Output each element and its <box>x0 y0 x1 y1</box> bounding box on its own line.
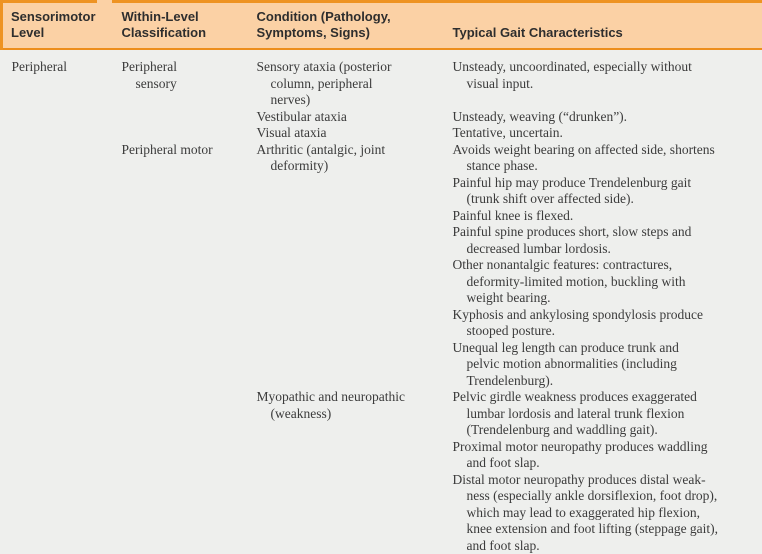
paragraph <box>122 142 245 159</box>
table-row <box>2 125 762 142</box>
header-line: Typical Gait Characteristics <box>453 25 762 41</box>
text-line: weight bearing. <box>453 290 762 307</box>
cell-gait <box>443 142 762 390</box>
text-line: ness (especially ankle dorsiflexion, foot drop), <box>453 488 762 505</box>
text-line: Trendelenburg). <box>453 373 762 390</box>
top-rule-gap <box>97 0 112 3</box>
text-line: Kyphosis and ankylosing spondylosis produce <box>453 307 762 324</box>
paragraph <box>453 59 762 92</box>
paragraph <box>453 472 762 554</box>
header-line: Symptoms, Signs) <box>257 25 441 41</box>
cell-gait <box>443 109 762 126</box>
text-line: Sensory ataxia (posterior <box>257 59 441 76</box>
cell-level <box>2 125 112 142</box>
text-line: Distal motor neuropathy produces distal weak- <box>453 472 762 489</box>
table-row <box>2 109 762 126</box>
text-line: pelvic motion abnormalities (including <box>453 356 762 373</box>
cell-classification <box>112 142 247 390</box>
paragraph <box>257 125 441 142</box>
text-line: Myopathic and neuropathic <box>257 389 441 406</box>
text-line: which may lead to exaggerated hip flexion, <box>453 505 762 522</box>
text-line: Unsteady, uncoordinated, especially without <box>453 59 762 76</box>
paragraph <box>257 142 441 175</box>
paragraph <box>453 389 762 439</box>
text-line: decreased lumbar lordosis. <box>453 241 762 258</box>
paragraph <box>453 175 762 208</box>
text-line: Avoids weight bearing on affected side, shortens <box>453 142 762 159</box>
table-row <box>2 142 762 390</box>
column-header-condition <box>247 2 443 50</box>
cell-level <box>2 389 112 554</box>
cell-condition <box>247 109 443 126</box>
text-line: deformity) <box>257 158 441 175</box>
cell-level <box>2 49 112 109</box>
paragraph <box>257 109 441 126</box>
text-line: nerves) <box>257 92 441 109</box>
text-line: Unsteady, weaving (“drunken”). <box>453 109 762 126</box>
text-line: (Trendelenburg and waddling gait). <box>453 422 762 439</box>
text-line: Vestibular ataxia <box>257 109 441 126</box>
text-line: stooped posture. <box>453 323 762 340</box>
text-line: visual input. <box>453 76 762 93</box>
header-row <box>2 2 762 50</box>
cell-classification <box>112 389 247 554</box>
column-header-level <box>2 2 112 50</box>
text-line: Other nonantalgic features: contractures, <box>453 257 762 274</box>
text-line: column, peripheral <box>257 76 441 93</box>
text-line: Painful knee is flexed. <box>453 208 762 225</box>
cell-level <box>2 142 112 390</box>
cell-classification <box>112 109 247 126</box>
paragraph <box>257 59 441 109</box>
text-line: Proximal motor neuropathy produces waddling <box>453 439 762 456</box>
text-line: and foot slap. <box>453 538 762 554</box>
cell-classification <box>112 49 247 109</box>
text-line: (trunk shift over affected side). <box>453 191 762 208</box>
table-row <box>2 49 762 109</box>
table-row <box>2 389 762 554</box>
text-line: Peripheral motor <box>122 142 245 159</box>
cell-level <box>2 109 112 126</box>
text-line: Arthritic (antalgic, joint <box>257 142 441 159</box>
paragraph <box>453 208 762 225</box>
paragraph <box>453 340 762 390</box>
header-line: Condition (Pathology, <box>257 9 441 25</box>
text-line: Unequal leg length can produce trunk and <box>453 340 762 357</box>
text-line: deformity-limited motion, buckling with <box>453 274 762 291</box>
paragraph <box>453 439 762 472</box>
cell-condition <box>247 142 443 390</box>
paragraph <box>453 142 762 175</box>
paragraph <box>257 389 441 422</box>
text-line: stance phase. <box>453 158 762 175</box>
text-line: Peripheral <box>12 59 110 76</box>
text-line: (weakness) <box>257 406 441 423</box>
text-line: Painful spine produces short, slow steps and <box>453 224 762 241</box>
text-line: and foot slap. <box>453 455 762 472</box>
column-header-gait <box>443 2 762 50</box>
header-line: Classification <box>122 25 245 41</box>
paragraph <box>122 59 245 92</box>
cell-classification <box>112 125 247 142</box>
text-line: Tentative, uncertain. <box>453 125 762 142</box>
paragraph <box>453 109 762 126</box>
cell-gait <box>443 125 762 142</box>
text-line: Painful hip may produce Trendelenburg gait <box>453 175 762 192</box>
cell-condition <box>247 49 443 109</box>
header-line: Within-Level <box>122 9 245 25</box>
text-line: sensory <box>122 76 245 93</box>
table-body <box>2 49 762 554</box>
text-line: lumbar lordosis and lateral trunk flexion <box>453 406 762 423</box>
paragraph <box>453 125 762 142</box>
paragraph <box>453 224 762 257</box>
text-line: knee extension and foot lifting (steppage gait), <box>453 521 762 538</box>
cell-condition <box>247 125 443 142</box>
paragraph <box>453 257 762 307</box>
paragraph <box>453 307 762 340</box>
paragraph <box>12 59 110 76</box>
text-line: Visual ataxia <box>257 125 441 142</box>
text-line: Pelvic girdle weakness produces exaggerated <box>453 389 762 406</box>
text-line: Peripheral <box>122 59 245 76</box>
header-line: Sensorimotor <box>11 9 110 25</box>
cell-gait <box>443 49 762 109</box>
column-header-classification <box>112 2 247 50</box>
cell-condition <box>247 389 443 554</box>
cell-gait <box>443 389 762 554</box>
header-line: Level <box>11 25 110 41</box>
